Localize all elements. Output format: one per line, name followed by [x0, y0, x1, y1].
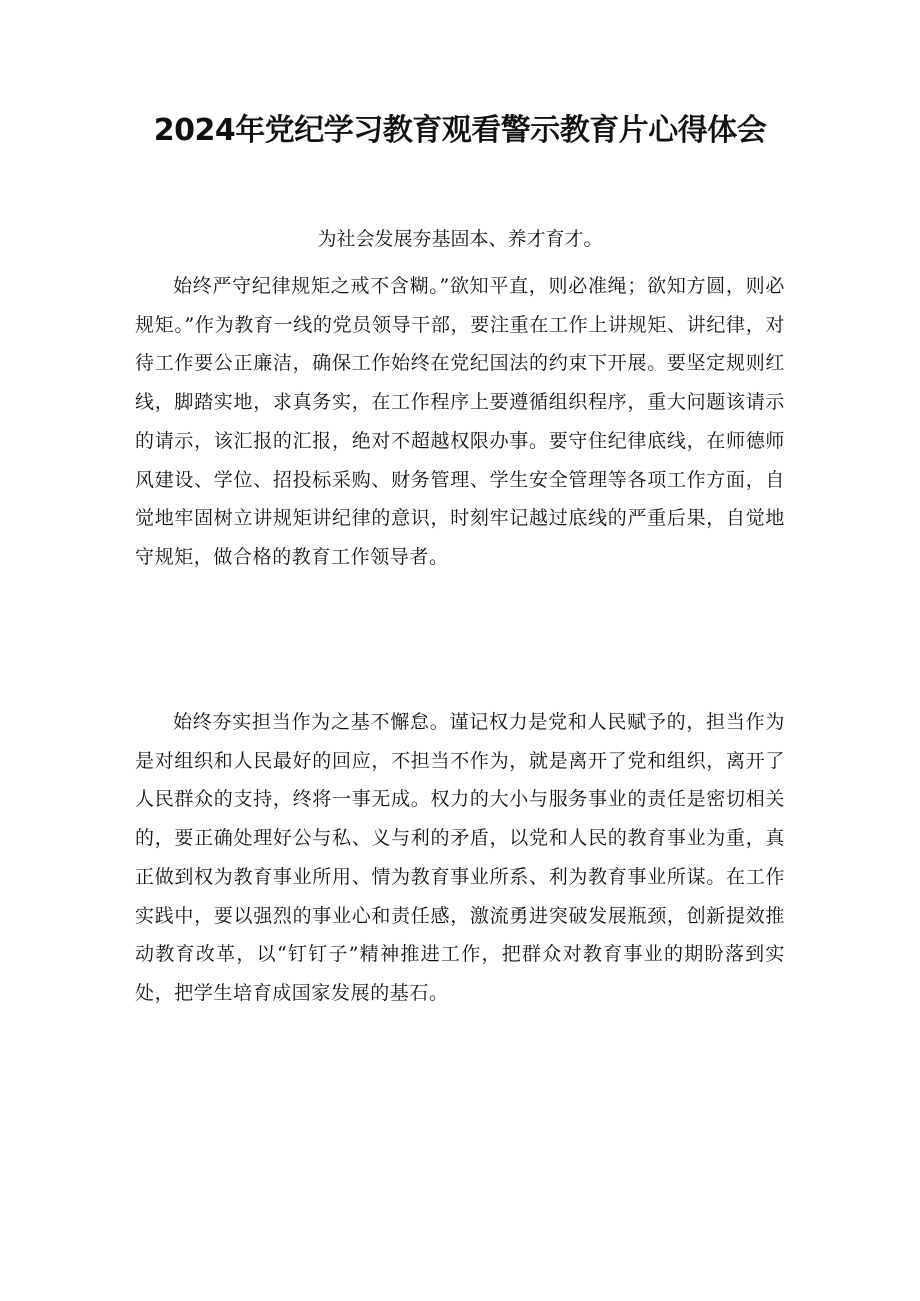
- paragraph-responsibility: 始终夯实担当作为之基不懈怠。谨记权力是党和人民赋予的，担当作为是对组织和人民最好的回应，不担当不作为，就是离开了党和组织，离开了人民群众的支持，终将一事无成。权力的大小与服务事业的责任是密切相关的，要正确处理好公与私、义与利的矛盾，以党和人民的教育事业为重，真正做到权为教育事业所用、情为教育事业所系、利为教育事业所谋。在工作实践中，要以强烈的事业心和责任感，激流勇进突破发展瓶颈，创新提效推动教育改革，以“钉钉子”精神推进工作，把群众对教育事业的期盼落到实处，把学生培育成国家发展的基石。: [135, 711, 785, 1004]
- document-title: 2024年党纪学习教育观看警示教育片心得体会: [153, 113, 767, 148]
- paragraph-discipline: 始终严守纪律规矩之戒不含糊。”欲知平直，则必准绳；欲知方圆，则必规矩。”作为教育一线的党员领导干部，要注重在工作上讲规矩、讲纪律，对待工作要公正廉洁，确保工作始终在党纪国法的约束下开展。要坚定规则红线，脚踏实地，求真务实，在工作程序上要遵循组织程序，重大问题该请示的请示，该汇报的汇报，绝对不超越权限办事。要守住纪律底线，在师德师风建设、学位、招投标采购、财务管理、学生安全管理等各项工作方面，自觉地牢固树立讲规矩讲纪律的意识，时刻牢记越过底线的严重后果，自觉地守规矩，做合格的教育工作领导者。: [135, 275, 785, 568]
- lead-sentence: 为社会发展夯基固本、养才育才。: [317, 228, 603, 250]
